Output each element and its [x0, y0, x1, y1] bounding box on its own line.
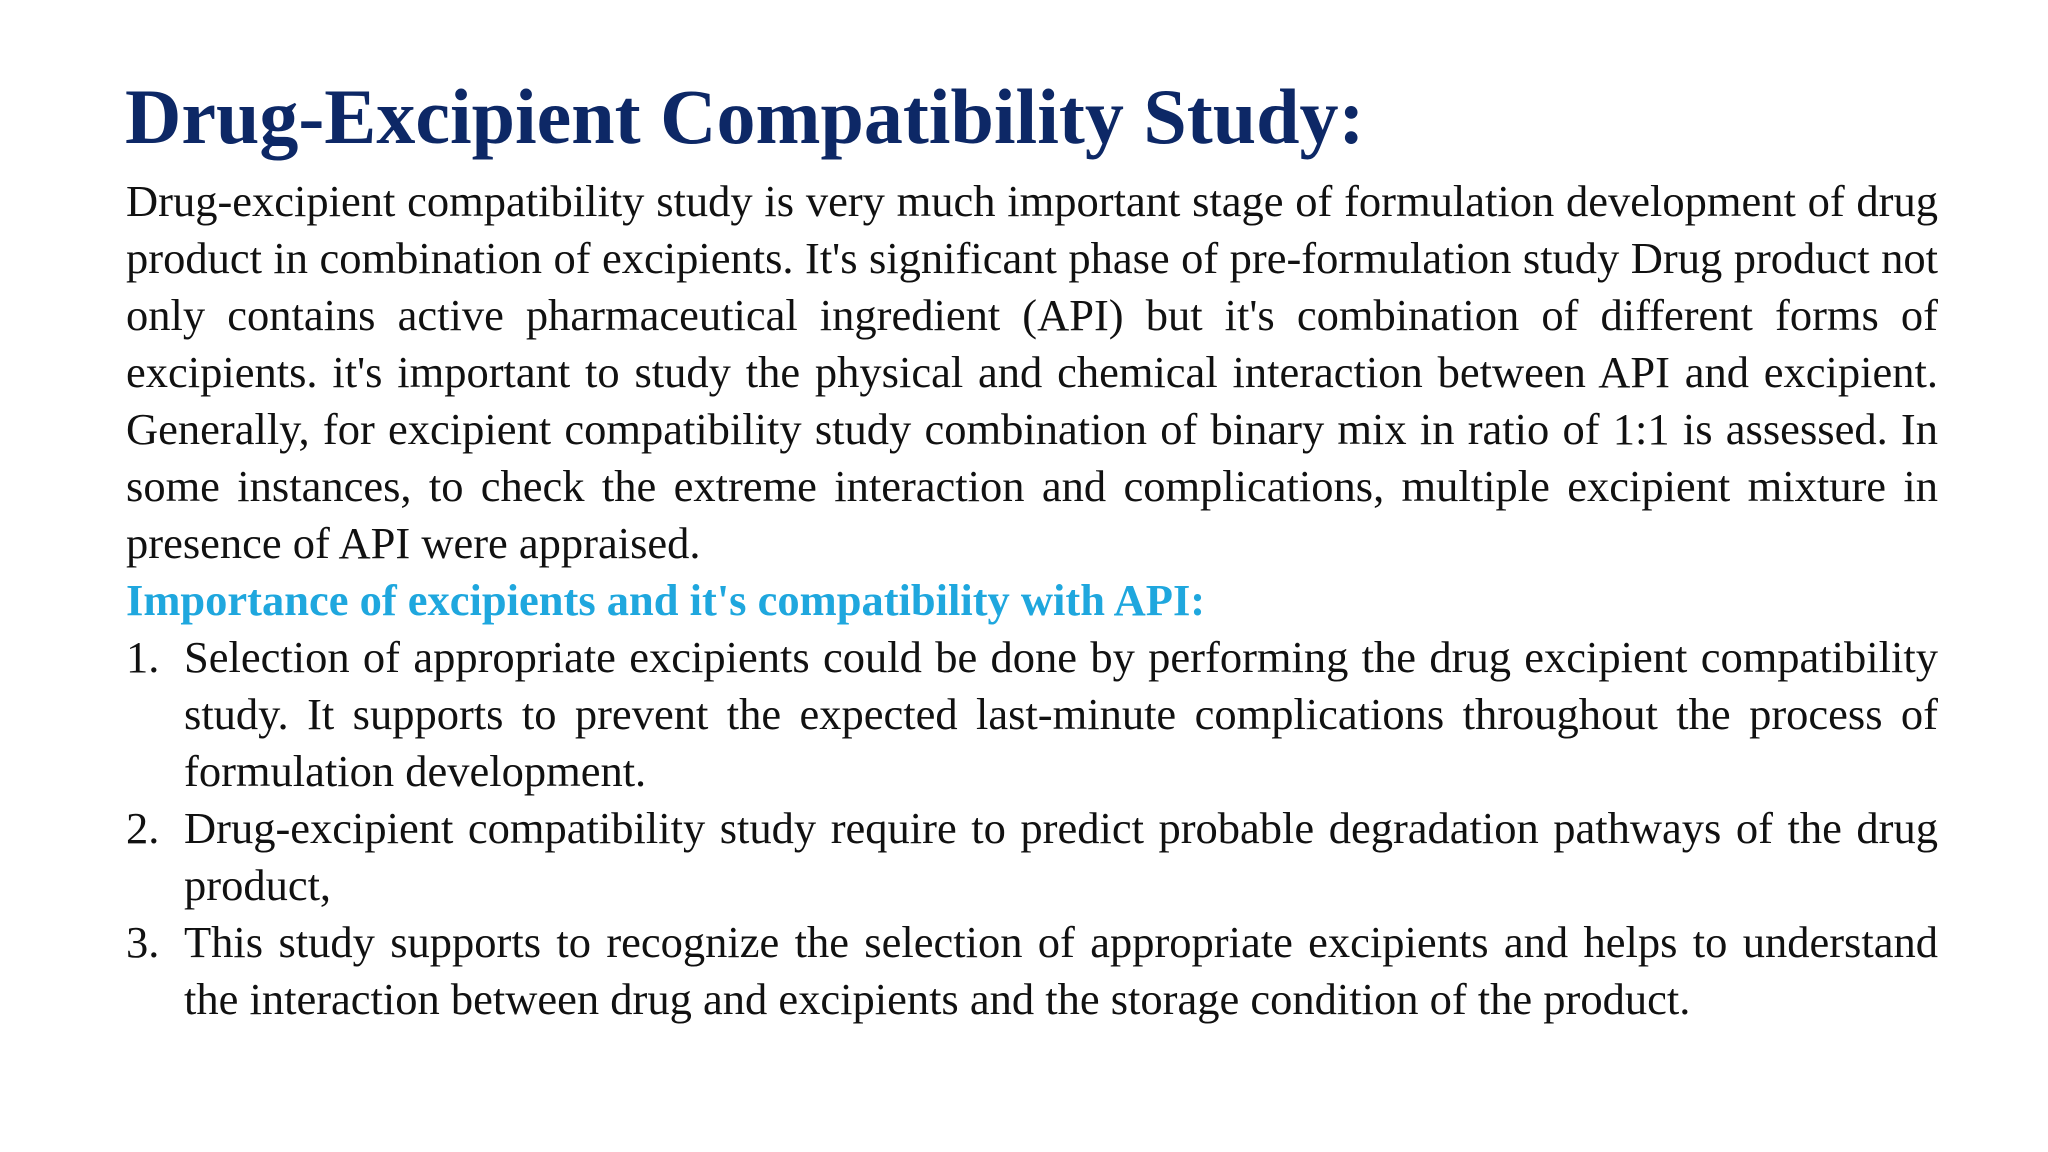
list-item-number: 3. — [126, 917, 160, 967]
importance-list — [126, 629, 1938, 1028]
list-item — [126, 629, 1938, 800]
slide-content — [126, 173, 1938, 1028]
intro-paragraph: Drug-excipient compatibility study is very much important stage of formulation development of drug product in combination of excipients. It's significant phase of pre-formulation study Drug product not only contains active pharmaceutical ingredient (API) but it's combination of different forms of excipients. it's important to study the physical and chemical interaction between API and excipient. Generally, for excipient compatibility study combination of binary mix in ratio of 1:1 is assessed. In some instances, to check the extreme interaction and complications, multiple excipient mixture in presence of API were appraised. — [126, 176, 1938, 568]
list-item-number: 1. — [126, 632, 160, 682]
list-item-text: This study supports to recognize the selection of appropriate excipients and helps to understand the interaction between drug and excipients and the storage condition of the product. — [184, 917, 1938, 1024]
slide-title: Drug-Excipient Compatibility Study: — [125, 73, 1365, 160]
list-item — [126, 800, 1938, 914]
section-subheading: Importance of excipients and it's compatibility with API: — [126, 575, 1206, 625]
list-item — [126, 914, 1938, 1028]
list-item-number: 2. — [126, 803, 160, 853]
list-item-text: Drug-excipient compatibility study require to predict probable degradation pathways of the drug product, — [184, 803, 1938, 910]
list-item-text: Selection of appropriate excipients could be done by performing the drug excipient compatibility study. It supports to prevent the expected last-minute complications throughout the process of formulation development. — [184, 632, 1938, 796]
